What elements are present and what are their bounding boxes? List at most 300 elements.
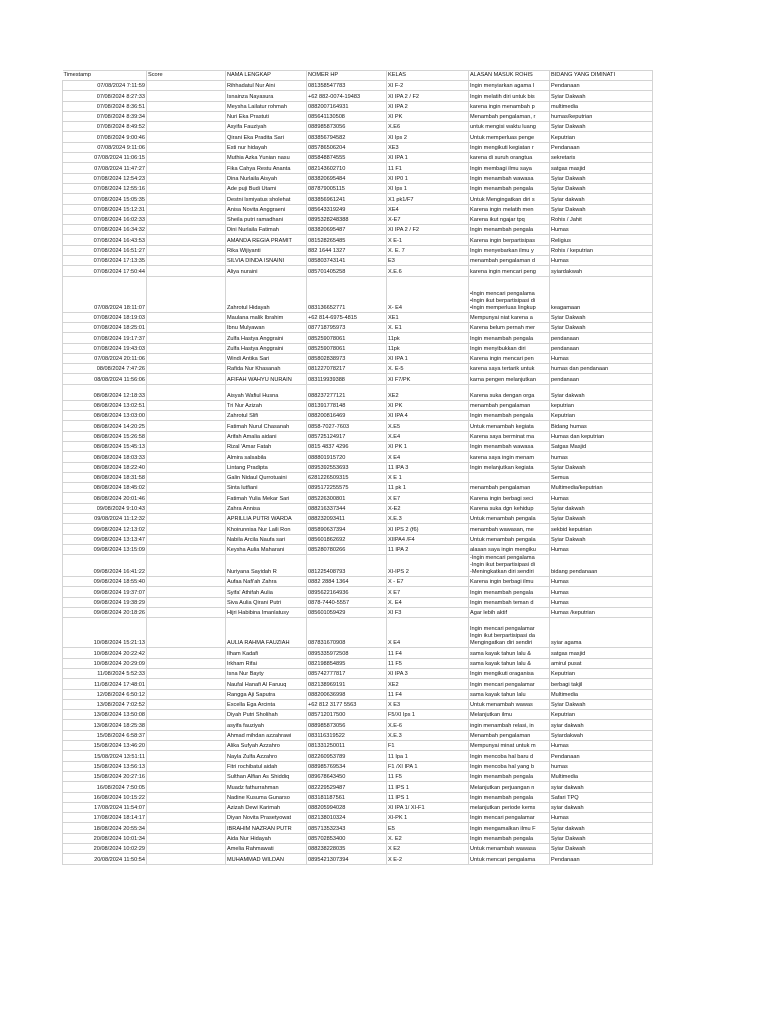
cell-bidang: Syiar Dakwah [550, 173, 653, 183]
cell-kelas: XI-IPS 2 [387, 555, 469, 577]
cell-nama-lengkap: Fika Cahya Restu Ananta [226, 163, 307, 173]
cell-bidang: Syiar Dakwah [550, 699, 653, 709]
cell-nomer-hp: +62 812 3177 5563 [307, 699, 387, 709]
cell-score [147, 689, 226, 699]
cell-score [147, 544, 226, 554]
cell-score [147, 658, 226, 668]
header-timestamp: Timestamp [63, 71, 147, 81]
cell-nomer-hp: 082198854895 [307, 658, 387, 668]
cell-nama-lengkap: Zulfa Hastya Anggraini [226, 343, 307, 353]
table-row [63, 597, 653, 607]
cell-bidang: keputrian [550, 400, 653, 410]
cell-score [147, 101, 226, 111]
cell-bidang: Syiar Dakwah [550, 534, 653, 544]
table-row [63, 813, 653, 823]
cell-nomer-hp: 087879005115 [307, 183, 387, 193]
cell-nama-lengkap: Siva Aulia Qirani Putri [226, 597, 307, 607]
table-row [63, 587, 653, 597]
cell-kelas: X.E4 [387, 431, 469, 441]
cell-alasan: Agar lebih aktif [469, 608, 550, 618]
cell-alasan [469, 555, 550, 577]
cell-kelas: XIIPA4 /F4 [387, 534, 469, 544]
cell-nama-lengkap: Zahrotul Slifi [226, 411, 307, 421]
cell-kelas: XI PK [387, 400, 469, 410]
table-row [63, 245, 653, 255]
cell-timestamp: 07/08/2024 8:36:51 [63, 101, 147, 111]
cell-nama-lengkap: Fatimah Yulia Mekar Sari [226, 493, 307, 503]
cell-bidang: Keputrian [550, 668, 653, 678]
cell-alasan: Ingin menambah wawasa [469, 173, 550, 183]
cell-nama-lengkap: Tri Nur Azizah [226, 400, 307, 410]
cell-nomer-hp: 088985769534 [307, 761, 387, 771]
cell-kelas: XI Ips 2 [387, 132, 469, 142]
cell-timestamp: 11/08/2024 5:52:33 [63, 668, 147, 678]
cell-timestamp: 20/08/2024 10:02:29 [63, 844, 147, 854]
cell-score [147, 81, 226, 91]
cell-bidang: Pendanaan [550, 751, 653, 761]
cell-bidang: humas [550, 452, 653, 462]
cell-nomer-hp: 085702853400 [307, 833, 387, 843]
cell-alasan: Ingin membagi ilmu saya [469, 163, 550, 173]
cell-kelas: X-E2 [387, 503, 469, 513]
cell-alasan: karena saya tertarik untuk [469, 364, 550, 374]
cell-nama-lengkap: Hijri Habibina Imanlatusy [226, 608, 307, 618]
cell-kelas: XI F-2 [387, 81, 469, 91]
cell-nomer-hp: 0895172255575 [307, 483, 387, 493]
table-row [63, 333, 653, 343]
cell-nama-lengkap: Azizah Dewi Karimah [226, 802, 307, 812]
cell-nama-lengkap: Rihhadatul Nur Aini [226, 81, 307, 91]
table-row [63, 400, 653, 410]
cell-nama-lengkap: Galin Nidaul Qurrotuaini [226, 472, 307, 482]
cell-kelas: XI IP0 1 [387, 173, 469, 183]
cell-nama-lengkap: Alika Sufyah Azzahro [226, 741, 307, 751]
cell-score [147, 761, 226, 771]
cell-timestamp: 07/08/2024 8:39:34 [63, 111, 147, 121]
cell-kelas: XI Ips 1 [387, 183, 469, 193]
cell-kelas: F1 [387, 741, 469, 751]
table-row [63, 111, 653, 121]
cell-timestamp: 09/08/2024 16:41:22 [63, 555, 147, 577]
cell-score [147, 699, 226, 709]
header-score: Score [147, 71, 226, 81]
cell-kelas: XI IPA 1 [387, 153, 469, 163]
cell-bidang: Safari TPQ [550, 792, 653, 802]
cell-alasan-line: -Ingin mencari pengalama [470, 555, 535, 562]
cell-nama-lengkap: Zahrotul Hidayah [226, 276, 307, 312]
table-row [63, 679, 653, 689]
table-row [63, 493, 653, 503]
cell-score [147, 618, 226, 648]
cell-kelas: X - E7 [387, 577, 469, 587]
cell-alasan: Karena saya berminat ma [469, 431, 550, 441]
cell-timestamp: 20/08/2024 11:50:54 [63, 854, 147, 864]
cell-kelas: XI IPA 3 [387, 668, 469, 678]
cell-score [147, 720, 226, 730]
cell-bidang: Rohis / keputrian [550, 245, 653, 255]
table-body [63, 71, 653, 865]
cell-score [147, 792, 226, 802]
cell-kelas: XI IPA 2 / F2 [387, 91, 469, 101]
table-row [63, 101, 653, 111]
cell-kelas: 11 IPS 1 [387, 792, 469, 802]
cell-nomer-hp: 081528265485 [307, 235, 387, 245]
cell-score [147, 823, 226, 833]
cell-alasan: Ingin mengamalkan ilmu F [469, 823, 550, 833]
cell-nama-lengkap: Destni lsmiyatus sholehat [226, 194, 307, 204]
cell-alasan: Ingin menambah pengala [469, 792, 550, 802]
cell-kelas: X.E-6 [387, 720, 469, 730]
cell-bidang: syiar dakwah [550, 720, 653, 730]
cell-score [147, 163, 226, 173]
table-row [63, 555, 653, 577]
table-row [63, 312, 653, 322]
cell-kelas: E5 [387, 823, 469, 833]
cell-score [147, 132, 226, 142]
cell-alasan: Ingin menambah pengala [469, 771, 550, 781]
cell-nama-lengkap: Sulthan Alfian As Shiddiq [226, 771, 307, 781]
cell-nomer-hp: 088985873056 [307, 122, 387, 132]
cell-alasan: Mempunyai minat untuk m [469, 741, 550, 751]
cell-score [147, 411, 226, 421]
cell-bidang: Syiar Dakwah [550, 844, 653, 854]
cell-timestamp: 07/08/2024 18:19:03 [63, 312, 147, 322]
cell-score [147, 679, 226, 689]
cell-score [147, 343, 226, 353]
cell-nama-lengkap: Aida Nur Hidayah [226, 833, 307, 843]
cell-bidang: Humas [550, 544, 653, 554]
cell-nomer-hp: 085890637394 [307, 524, 387, 534]
cell-kelas: X. E2 [387, 833, 469, 843]
table-row [63, 792, 653, 802]
cell-bidang: Syiar Dakwah [550, 91, 653, 101]
cell-kelas: XE3 [387, 142, 469, 152]
cell-nomer-hp: 088200816469 [307, 411, 387, 421]
cell-timestamp: 15/08/2024 13:56:13 [63, 761, 147, 771]
cell-nama-lengkap: AFIFAH WAHYU NURAIN [226, 374, 307, 384]
cell-bidang: Humas [550, 493, 653, 503]
cell-alasan: karena ingin menambah p [469, 101, 550, 111]
cell-alasan: Karena ingin mencari pen [469, 353, 550, 363]
table-row [63, 668, 653, 678]
cell-kelas: 11pk [387, 343, 469, 353]
cell-bidang: sekretaris [550, 153, 653, 163]
cell-kelas: X E-2 [387, 854, 469, 864]
table-row [63, 720, 653, 730]
cell-timestamp: 08/08/2024 18:22:40 [63, 462, 147, 472]
cell-nomer-hp: 087718795973 [307, 322, 387, 332]
cell-score [147, 710, 226, 720]
cell-timestamp: 10/08/2024 20:29:09 [63, 658, 147, 668]
cell-nomer-hp: 082229529487 [307, 782, 387, 792]
cell-timestamp: 13/08/2024 13:50:08 [63, 710, 147, 720]
cell-alasan: Untuk memperluas penge [469, 132, 550, 142]
cell-nomer-hp: 083119939388 [307, 374, 387, 384]
cell-timestamp: 09/08/2024 19:37:07 [63, 587, 147, 597]
cell-timestamp: 07/08/2024 18:25:01 [63, 322, 147, 332]
cell-alasan: Ingin menyebarkan ilmu y [469, 245, 550, 255]
cell-nama-lengkap: Ibnu Mulyawan [226, 322, 307, 332]
table-row [63, 91, 653, 101]
cell-nama-lengkap: Diyan Novita Prasetyowat [226, 813, 307, 823]
cell-nomer-hp: 088801915720 [307, 452, 387, 462]
cell-nomer-hp: 081331250011 [307, 741, 387, 751]
cell-nomer-hp: 082260953789 [307, 751, 387, 761]
cell-bidang: pendanaan [550, 333, 653, 343]
cell-score [147, 555, 226, 577]
cell-bidang: Syiardakwah [550, 730, 653, 740]
table-row [63, 833, 653, 843]
cell-kelas: 11 F4 [387, 689, 469, 699]
cell-score [147, 400, 226, 410]
cell-kelas: X.E6 [387, 122, 469, 132]
cell-score [147, 364, 226, 374]
cell-nomer-hp: 088237277121 [307, 384, 387, 400]
cell-timestamp: 17/08/2024 18:14:17 [63, 813, 147, 823]
cell-alasan: Karena ingin melatih men [469, 204, 550, 214]
cell-score [147, 813, 226, 823]
cell-nomer-hp: 0895622164936 [307, 587, 387, 597]
cell-bidang: Syiar Dakwah [550, 322, 653, 332]
cell-nama-lengkap: Maulana malik Ibrahim [226, 312, 307, 322]
cell-kelas: XI IPA 1 [387, 353, 469, 363]
table-row [63, 256, 653, 266]
cell-kelas: X.E.3 [387, 513, 469, 523]
cell-timestamp: 07/08/2024 16:43:53 [63, 235, 147, 245]
table-row [63, 802, 653, 812]
cell-kelas: E3 [387, 256, 469, 266]
cell-nomer-hp: 088232093411 [307, 513, 387, 523]
table-row [63, 122, 653, 132]
table-row [63, 452, 653, 462]
cell-kelas: X.E.3 [387, 730, 469, 740]
cell-score [147, 534, 226, 544]
cell-nama-lengkap: APRILLIA PUTRI WARDA [226, 513, 307, 523]
table-row [63, 658, 653, 668]
cell-nomer-hp: 081358547783 [307, 81, 387, 91]
cell-timestamp: 07/08/2024 17:13:35 [63, 256, 147, 266]
cell-alasan-line: •Ingin ikut berpartisipasi di [470, 297, 536, 304]
cell-score [147, 225, 226, 235]
cell-bidang: Humas [550, 353, 653, 363]
cell-nomer-hp: 085725124917 [307, 431, 387, 441]
table-row [63, 608, 653, 618]
cell-score [147, 122, 226, 132]
cell-nomer-hp: 0815 4837 4296 [307, 441, 387, 451]
cell-timestamp: 13/08/2024 7:02:52 [63, 699, 147, 709]
cell-score [147, 441, 226, 451]
cell-nama-lengkap: Khoirunnisa Nur Laili Ron [226, 524, 307, 534]
cell-timestamp: 07/08/2024 18:11:07 [63, 276, 147, 312]
cell-nomer-hp: 081225408793 [307, 555, 387, 577]
cell-timestamp: 07/08/2024 20:11:06 [63, 353, 147, 363]
cell-kelas: X E7 [387, 587, 469, 597]
cell-nomer-hp: 085641130508 [307, 111, 387, 121]
cell-timestamp: 08/08/2024 18:45:02 [63, 483, 147, 493]
cell-nama-lengkap: Amelia Rahmawati [226, 844, 307, 854]
cell-alasan: Menambah pengalaman, r [469, 111, 550, 121]
cell-nama-lengkap: Windi Antika Sari [226, 353, 307, 363]
cell-nama-lengkap: Ilham Kadafi [226, 648, 307, 658]
cell-timestamp: 07/08/2024 9:11:06 [63, 142, 147, 152]
cell-nama-lengkap: Lintang Pradipta [226, 462, 307, 472]
cell-nama-lengkap: SILVIA DINDA ISNAINI [226, 256, 307, 266]
cell-bidang: humas/keputrian [550, 111, 653, 121]
cell-bidang: multimedia [550, 101, 653, 111]
cell-bidang: Humas [550, 741, 653, 751]
cell-score [147, 142, 226, 152]
cell-kelas: X. E4 [387, 597, 469, 607]
cell-kelas: 11 IPA 3 [387, 462, 469, 472]
cell-alasan: Ingin mencari pengalamar [469, 813, 550, 823]
cell-nama-lengkap: Aisyah Wafiul Husna [226, 384, 307, 400]
cell-nama-lengkap: Aufaa Nafi'ah Zahra [226, 577, 307, 587]
cell-nama-lengkap: Nayla Zulfa Azzahro [226, 751, 307, 761]
cell-kelas: XI IPS 2 (f6) [387, 524, 469, 534]
table-row [63, 513, 653, 523]
cell-nomer-hp: 0895421307394 [307, 854, 387, 864]
cell-nama-lengkap: asyifa fauziyah [226, 720, 307, 730]
cell-nomer-hp: 083820695487 [307, 225, 387, 235]
cell-bidang: syiardakwah [550, 266, 653, 276]
table-row [63, 364, 653, 374]
cell-bidang: satgas masjid [550, 648, 653, 658]
cell-timestamp: 15/08/2024 13:51:11 [63, 751, 147, 761]
cell-alasan: Ingin mencoba hal yang b [469, 761, 550, 771]
table-row [63, 689, 653, 699]
cell-bidang: Semua [550, 472, 653, 482]
cell-nama-lengkap: Nadine Kusuma Gunarso [226, 792, 307, 802]
cell-alasan: Ingin mencari pengalamar [469, 679, 550, 689]
cell-timestamp: 08/08/2024 20:01:46 [63, 493, 147, 503]
cell-alasan: Ingin mengikuti kegiatan r [469, 142, 550, 152]
cell-bidang: Keputrian [550, 411, 653, 421]
cell-timestamp: 10/08/2024 15:21:13 [63, 618, 147, 648]
cell-nomer-hp: 0895392553693 [307, 462, 387, 472]
cell-alasan: Melanjutkan ilmu [469, 710, 550, 720]
cell-score [147, 802, 226, 812]
cell-score [147, 668, 226, 678]
table-row [63, 730, 653, 740]
cell-bidang: syiar dakwah [550, 802, 653, 812]
cell-alasan: Ingin mencoba hal baru d [469, 751, 550, 761]
cell-bidang: Syiar Dakwah [550, 513, 653, 523]
cell-timestamp: 09/08/2024 12:13:02 [63, 524, 147, 534]
cell-score [147, 513, 226, 523]
cell-nomer-hp: +62 814-6975-4815 [307, 312, 387, 322]
cell-kelas: X E2 [387, 844, 469, 854]
cell-nomer-hp: 0858-7027-7603 [307, 421, 387, 431]
header-nomer-hp: NOMER HP [307, 71, 387, 81]
cell-bidang: keagamaan [550, 276, 653, 312]
cell-alasan: Untuk menambah wawasa [469, 844, 550, 854]
table-row [63, 214, 653, 224]
table-row [63, 81, 653, 91]
cell-bidang: berbagi takjil [550, 679, 653, 689]
cell-timestamp: 07/08/2024 17:50:44 [63, 266, 147, 276]
cell-score [147, 322, 226, 332]
cell-bidang: Bidang humas [550, 421, 653, 431]
cell-timestamp: 16/08/2024 7:50:05 [63, 782, 147, 792]
cell-score [147, 741, 226, 751]
table-row [63, 343, 653, 353]
cell-score [147, 524, 226, 534]
table-row [63, 544, 653, 554]
cell-alasan: Ingin menyiarkan agama I [469, 81, 550, 91]
cell-kelas: XE4 [387, 204, 469, 214]
cell-nomer-hp: 087831670908 [307, 618, 387, 648]
cell-timestamp: 08/08/2024 13:02:51 [63, 400, 147, 410]
cell-bidang: Multimedia [550, 771, 653, 781]
table-row [63, 441, 653, 451]
cell-nomer-hp: +62 882-0074-19483 [307, 91, 387, 101]
cell-bidang: Syiar dakwah [550, 503, 653, 513]
cell-kelas: X1 pk1/F7 [387, 194, 469, 204]
cell-kelas: 11 IPA 2 [387, 544, 469, 554]
table-row [63, 322, 653, 332]
cell-score [147, 503, 226, 513]
cell-kelas: XE1 [387, 312, 469, 322]
cell-alasan: Karena ingin berpartisipas [469, 235, 550, 245]
cell-timestamp: 07/08/2024 15:12:31 [63, 204, 147, 214]
cell-score [147, 333, 226, 343]
cell-alasan: menambah wawasan, me [469, 524, 550, 534]
cell-timestamp: 09/08/2024 11:12:32 [63, 513, 147, 523]
cell-alasan: Ingin menambah pengala [469, 587, 550, 597]
cell-alasan: Karena belum pernah mer [469, 322, 550, 332]
cell-nama-lengkap: Muthia Azka Yunian nasu [226, 153, 307, 163]
cell-nomer-hp: 088985873056 [307, 720, 387, 730]
cell-nomer-hp: 085259078061 [307, 333, 387, 343]
cell-nama-lengkap: Zulfa Hastya Anggraini [226, 333, 307, 343]
cell-nama-lengkap: Rangga Aji Saputra [226, 689, 307, 699]
cell-nomer-hp: 0895335972508 [307, 648, 387, 658]
cell-kelas: XI IPA 1/ XI-F1 [387, 802, 469, 812]
cell-bidang: Syiar Dakwah [550, 183, 653, 193]
cell-kelas: X. E-5 [387, 364, 469, 374]
cell-bidang: Humas /keputrian [550, 608, 653, 618]
table-row [63, 462, 653, 472]
cell-nama-lengkap: Diyah Putri Sholihah [226, 710, 307, 720]
cell-kelas: X. E1 [387, 322, 469, 332]
cell-timestamp: 12/08/2024 6:50:12 [63, 689, 147, 699]
cell-kelas: F1 /XI IPA 1 [387, 761, 469, 771]
table-row [63, 353, 653, 363]
cell-alasan: karna pengen melanjutkan [469, 374, 550, 384]
table-row [63, 384, 653, 400]
cell-score [147, 844, 226, 854]
cell-bidang: humas [550, 761, 653, 771]
cell-nama-lengkap: Isna Nur Bayty [226, 668, 307, 678]
cell-alasan: karena ingin mencari peng [469, 266, 550, 276]
cell-nomer-hp: 085643319249 [307, 204, 387, 214]
cell-nomer-hp: 083820695484 [307, 173, 387, 183]
cell-nomer-hp: 081391778148 [307, 400, 387, 410]
cell-timestamp: 08/08/2024 7:47:26 [63, 364, 147, 374]
cell-bidang: Satgas Masjid [550, 441, 653, 451]
cell-bidang: pendanaan [550, 374, 653, 384]
table-row [63, 276, 653, 312]
cell-kelas: XE2 [387, 384, 469, 400]
table-row [63, 823, 653, 833]
cell-alasan [469, 276, 550, 312]
cell-timestamp: 07/08/2024 19:43:03 [63, 343, 147, 353]
cell-bidang: Syiar Dakwah [550, 122, 653, 132]
cell-score [147, 374, 226, 384]
header-row [63, 71, 653, 81]
cell-score [147, 577, 226, 587]
cell-alasan: menambah pengalaman d [469, 256, 550, 266]
